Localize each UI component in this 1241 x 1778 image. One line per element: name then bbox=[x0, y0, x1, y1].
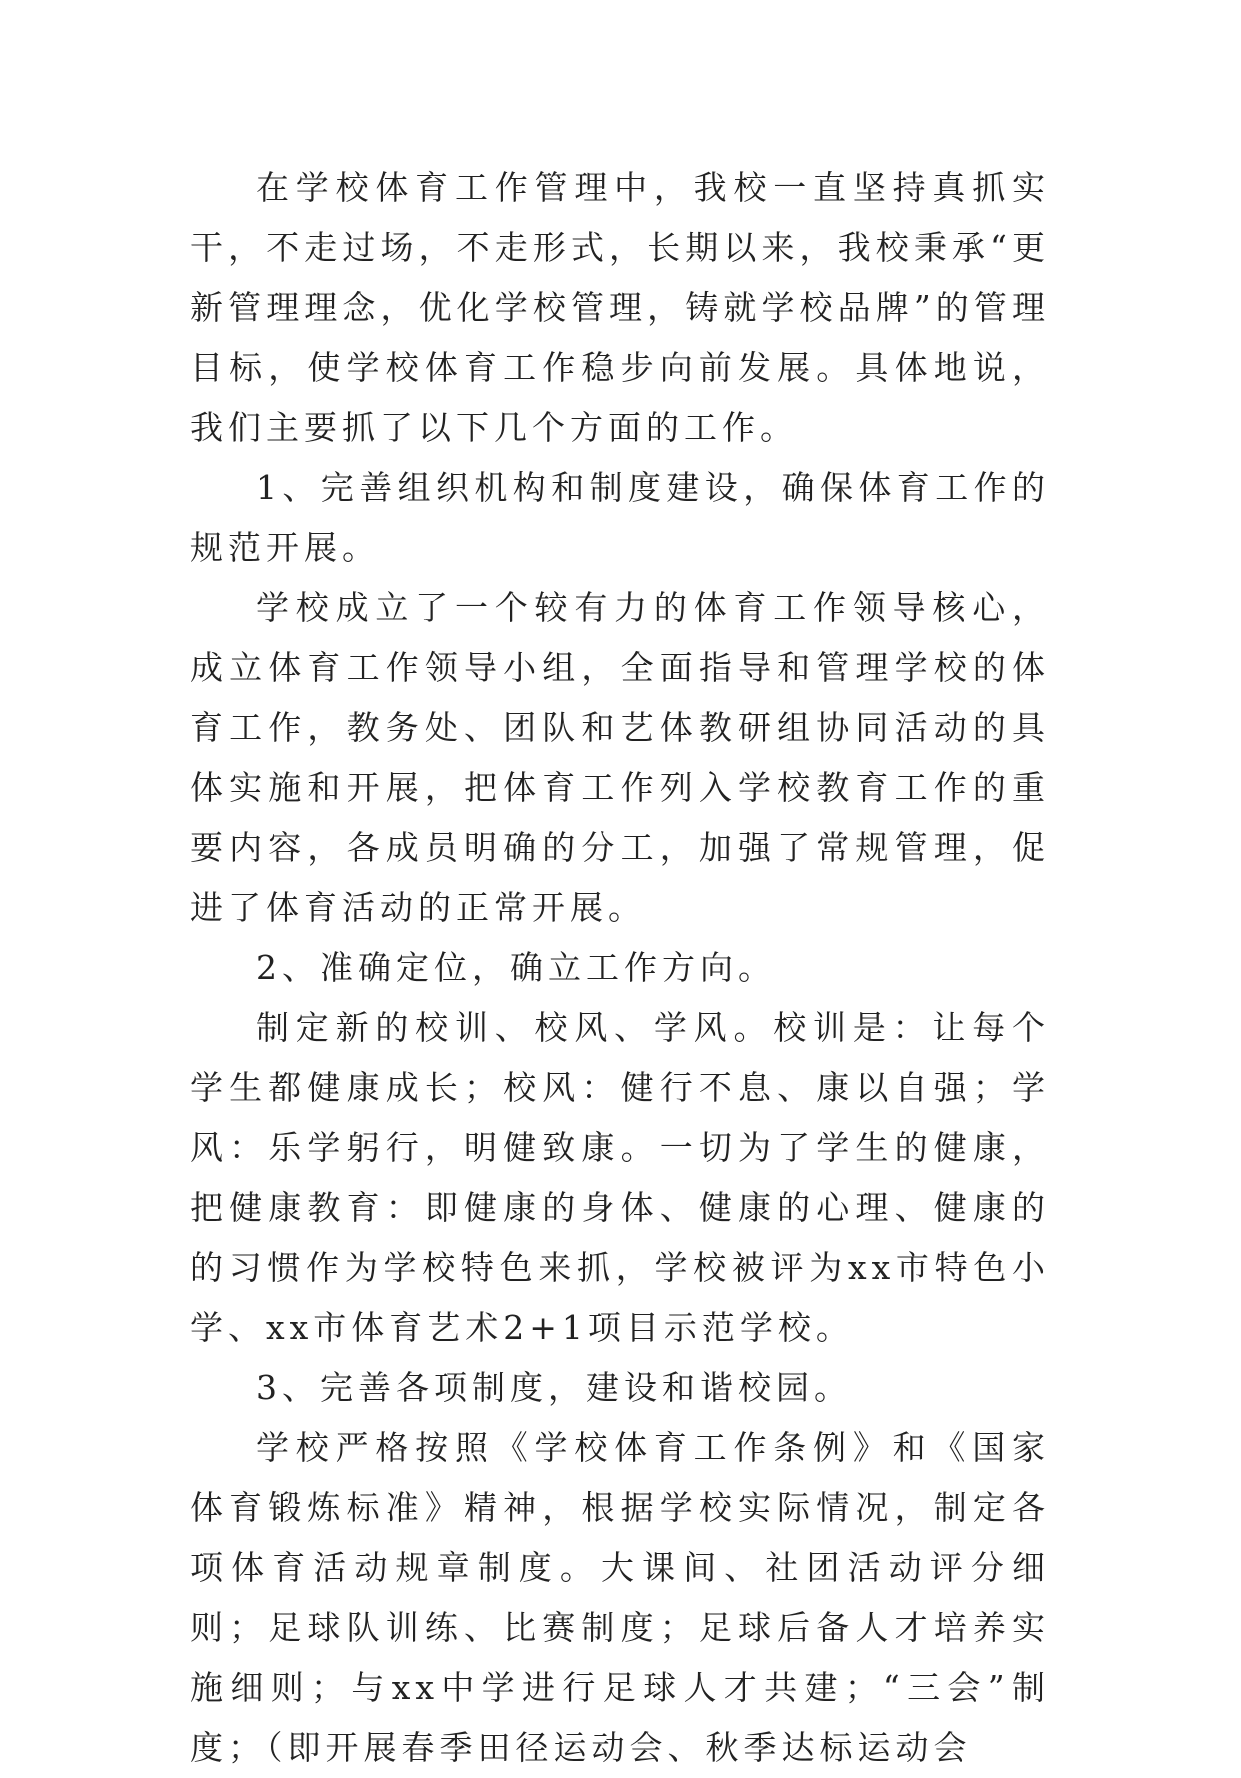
section-heading-2: 2、准确定位，确立工作方向。 bbox=[256, 948, 776, 987]
section-heading-1: 1、完善组织机构和制度建设，确保体育工作的规范开展。 bbox=[190, 468, 1050, 567]
section-heading-3: 3、完善各项制度，建设和谐校园。 bbox=[256, 1368, 852, 1407]
paragraph-school-motto: 制定新的校训、校风、学风。校训是：让每个学生都健康成长；校风：健行不息、康以自强；学风：乐学躬行，明健致康。一切为了学生的健康，把健康教育：即健康的身体、健康的心理、健康的的习惯作为学校特色来抓，学校被评为xx市特色小学、xx市体育艺术2+1项目示范学校。 bbox=[190, 1008, 1050, 1347]
paragraph-regulations: 学校严格按照《学校体育工作条例》和《国家体育锻炼标准》精神，根据学校实际情况，制定各项体育活动规章制度。大课间、社团活动评分细则；足球队训练、比赛制度；足球后备人才培养实施细则；与xx中学进行足球人才共建；“三会”制度；（即开展春季田径运动会、秋季达标运动会 bbox=[190, 1428, 1050, 1767]
paragraph-organization: 学校成立了一个较有力的体育工作领导核心，成立体育工作领导小组，全面指导和管理学校的体育工作，教务处、团队和艺体教研组协同活动的具体实施和开展，把体育工作列入学校教育工作的重要内容，各成员明确的分工，加强了常规管理，促进了体育活动的正常开展。 bbox=[190, 588, 1050, 927]
document-body bbox=[190, 158, 1050, 1778]
paragraph-intro: 在学校体育工作管理中，我校一直坚持真抓实干，不走过场，不走形式，长期以来，我校秉承“更新管理理念，优化学校管理，铸就学校品牌”的管理目标，使学校体育工作稳步向前发展。具体地说，我们主要抓了以下几个方面的工作。 bbox=[190, 168, 1050, 447]
